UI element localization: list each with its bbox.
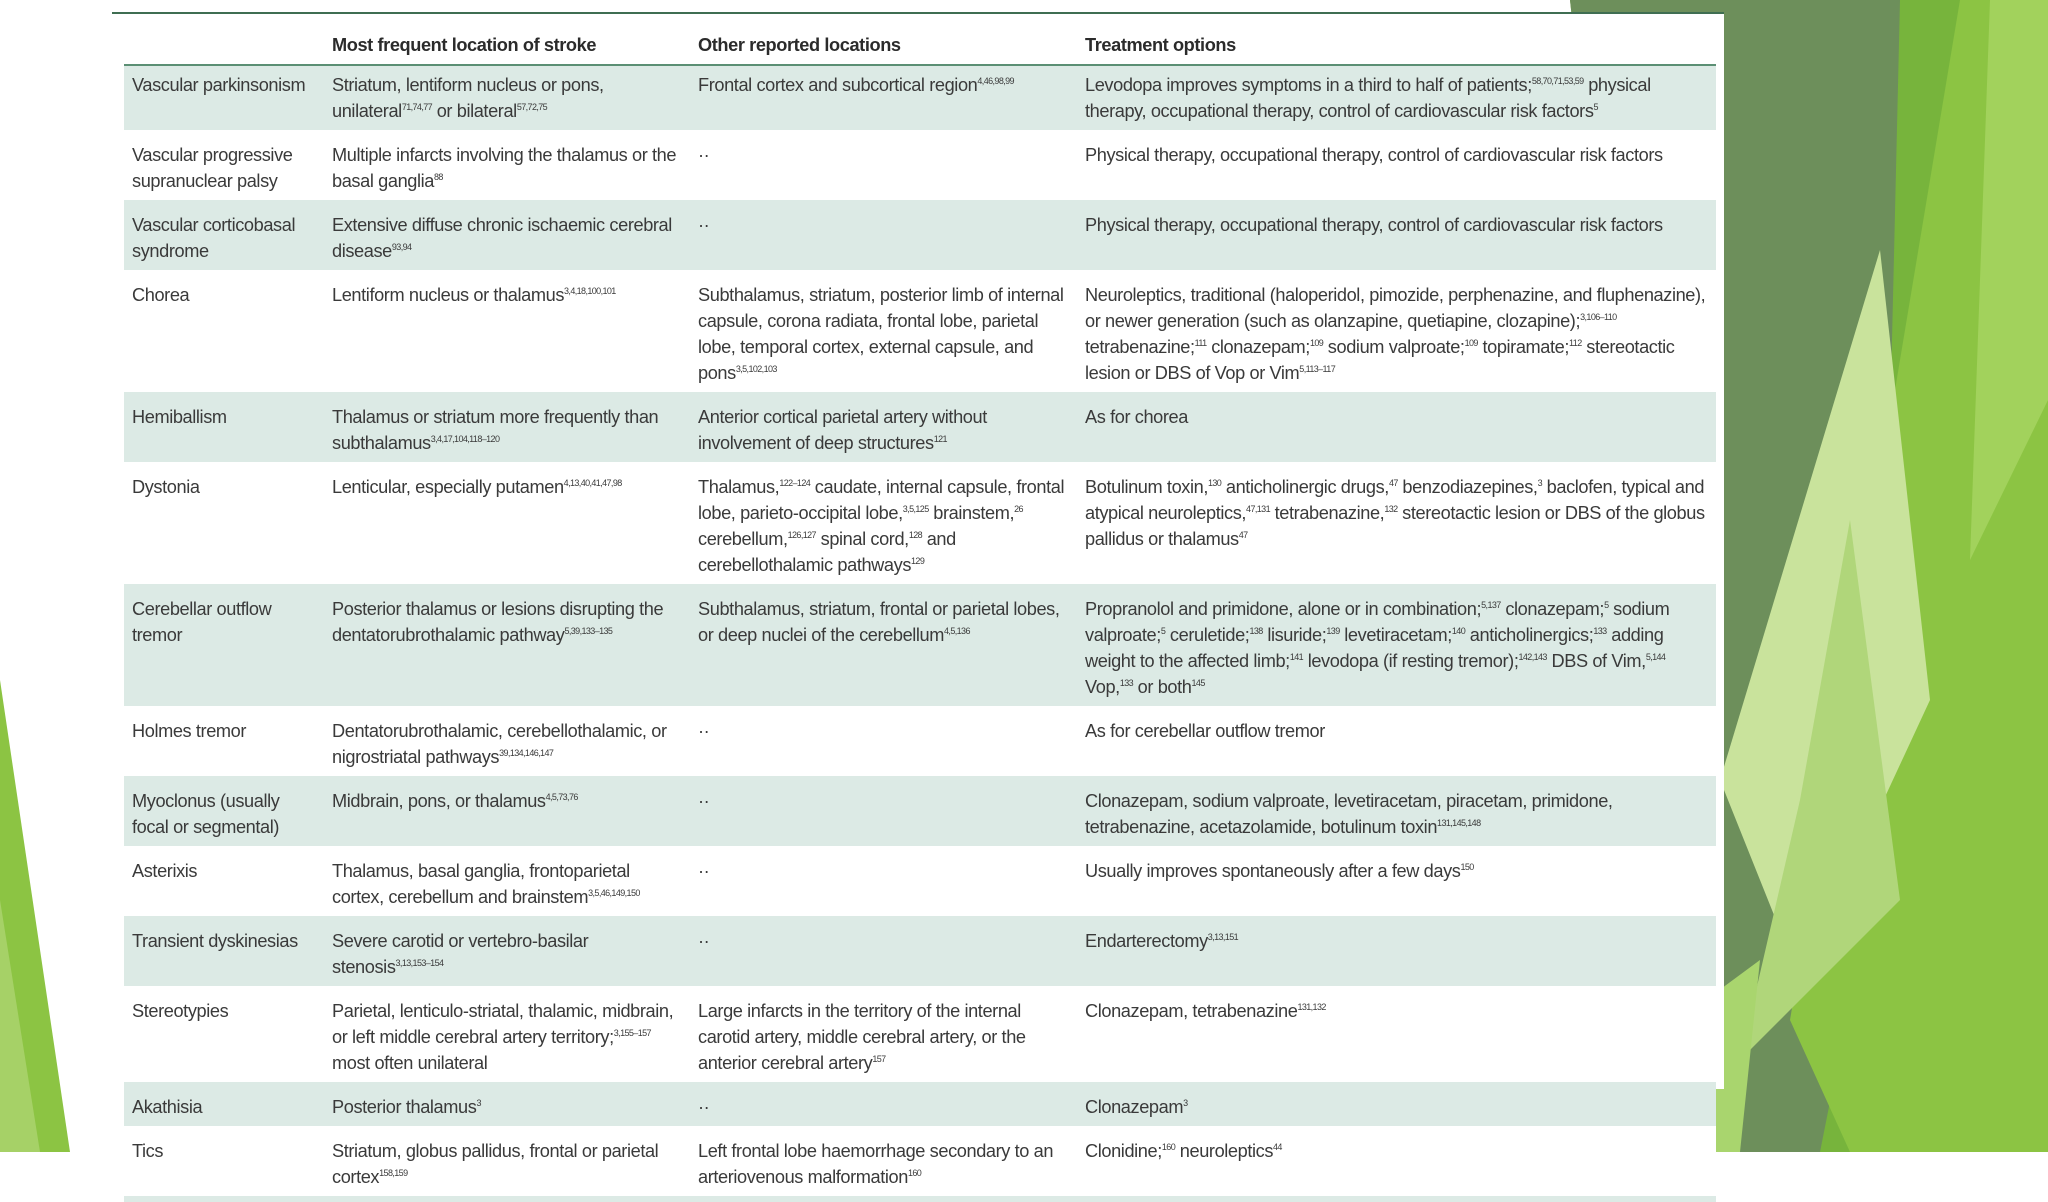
table-cell bbox=[1077, 1132, 1716, 1202]
cell-text: spinal cord, bbox=[815, 529, 909, 549]
citation-superscript: 5,113–117 bbox=[1299, 364, 1336, 374]
cell-text: Striatum, lentiform nucleus or pons, unilateral bbox=[332, 75, 604, 121]
row-label-cell bbox=[124, 276, 324, 398]
cell-text: or bilateral bbox=[432, 101, 517, 121]
citation-superscript: 5,39,133–135 bbox=[564, 626, 613, 636]
cell-text: ·· bbox=[698, 215, 710, 235]
row-label-cell bbox=[124, 398, 324, 468]
citation-superscript: 3,106–110 bbox=[1580, 312, 1617, 322]
cell-text: Clonazepam, sodium valproate, levetiracetam, piracetam, primidone, tetrabenazine, acetazolamide, botulinum toxin bbox=[1085, 791, 1613, 837]
table-cell bbox=[324, 852, 690, 922]
cell-text: neuroleptics bbox=[1175, 1141, 1274, 1161]
citation-superscript: 160 bbox=[907, 1168, 922, 1178]
cell-text: benzodiazepines, bbox=[1397, 477, 1538, 497]
cell-text: Chorea bbox=[132, 285, 190, 305]
citation-superscript: 126,127 bbox=[787, 530, 816, 540]
cell-text: Cerebellar outflow tremor bbox=[132, 599, 272, 645]
cell-text: ·· bbox=[698, 721, 710, 741]
citation-superscript: 109 bbox=[1464, 338, 1478, 348]
stroke-movement-disorders-table bbox=[124, 18, 1716, 1202]
citation-superscript: 145 bbox=[1191, 678, 1205, 688]
cell-text: levodopa (if resting tremor); bbox=[1303, 651, 1519, 671]
table-header-row bbox=[124, 18, 1716, 66]
table-row bbox=[124, 66, 1716, 136]
row-label-cell bbox=[124, 1132, 324, 1202]
cell-text: ·· bbox=[698, 791, 710, 811]
table-cell bbox=[690, 206, 1077, 276]
table-cell bbox=[324, 590, 690, 712]
cell-text: anticholinergics; bbox=[1465, 625, 1594, 645]
cell-text: Thalamus or striatum more frequently than subthalamus bbox=[332, 407, 659, 453]
citation-superscript: 93,94 bbox=[391, 242, 412, 252]
cell-text: adding weight to the affected limb; bbox=[1085, 625, 1664, 671]
cell-text: ·· bbox=[698, 861, 710, 881]
cell-text: Subthalamus, striatum, posterior limb of internal capsule, corona radiata, frontal lobe, parietal lobe, temporal cortex, external capsule, and pons bbox=[698, 285, 1064, 383]
table-cell bbox=[1077, 1088, 1716, 1132]
table-cell bbox=[1077, 136, 1716, 206]
citation-superscript: 131,145,148 bbox=[1437, 818, 1481, 828]
table-cell bbox=[1077, 468, 1716, 590]
citation-superscript: 129 bbox=[911, 556, 925, 566]
cell-text: Neuroleptics, traditional (haloperidol, pimozide, perphenazine, and fluphenazine), or newer generation (such as olanzapine, quetiapine, clozapine); bbox=[1085, 285, 1706, 331]
table-cell bbox=[690, 468, 1077, 590]
cell-text: Lenticular, especially putamen bbox=[332, 477, 564, 497]
cell-text: Striatum, globus pallidus, frontal or parietal cortex bbox=[332, 1141, 659, 1187]
table-cell bbox=[324, 398, 690, 468]
cell-text: physical therapy, occupational therapy, control of cardiovascular risk factors bbox=[1085, 75, 1651, 121]
citation-superscript: 157 bbox=[872, 1054, 886, 1064]
cell-text: Posterior thalamus bbox=[332, 1097, 477, 1117]
cell-text: Asterixis bbox=[132, 861, 198, 881]
table-cell bbox=[324, 66, 690, 136]
header-cell bbox=[124, 18, 324, 66]
citation-superscript: 112 bbox=[1569, 338, 1582, 348]
citation-superscript: 88 bbox=[434, 172, 443, 182]
cell-text: ·· bbox=[698, 931, 710, 951]
row-label-cell bbox=[124, 468, 324, 590]
citation-superscript: 44 bbox=[1273, 1142, 1282, 1152]
citation-superscript: 133 bbox=[1593, 626, 1607, 636]
cell-text: Thalamus, bbox=[698, 477, 780, 497]
row-label-cell bbox=[124, 922, 324, 992]
row-label-cell bbox=[124, 782, 324, 852]
citation-superscript: 5,137 bbox=[1481, 600, 1501, 610]
table-row bbox=[124, 206, 1716, 276]
citation-superscript: 4,13,40,41,47,98 bbox=[563, 478, 622, 488]
cell-text: baclofen, typical and atypical neuroleptics, bbox=[1085, 477, 1705, 523]
table-row bbox=[124, 276, 1716, 398]
table-cell bbox=[1077, 922, 1716, 992]
cell-text: Vascular corticobasal syndrome bbox=[132, 215, 296, 261]
cell-text: Levodopa improves symptoms in a third to half of patients; bbox=[1085, 75, 1532, 95]
row-label-cell bbox=[124, 206, 324, 276]
row-label-cell bbox=[124, 992, 324, 1088]
cell-text: DBS of Vim, bbox=[1546, 651, 1646, 671]
table-row bbox=[124, 782, 1716, 852]
citation-superscript: 3,155–157 bbox=[613, 1028, 651, 1038]
table-cell bbox=[690, 712, 1077, 782]
table-container bbox=[112, 12, 1724, 1187]
cell-text: sodium valproate; bbox=[1085, 599, 1670, 645]
citation-superscript: 3,13,153–154 bbox=[395, 958, 444, 968]
cell-text: Frontal cortex and subcortical region bbox=[698, 75, 978, 95]
table-cell bbox=[690, 398, 1077, 468]
cell-text: Parietal, lenticulo-striatal, thalamic, midbrain, or left middle cerebral artery territory; bbox=[332, 1001, 674, 1047]
citation-superscript: 71,74,77 bbox=[401, 102, 433, 112]
citation-superscript: 26 bbox=[1014, 504, 1023, 514]
cell-text: Usually improves spontaneously after a few days bbox=[1085, 861, 1461, 881]
cell-text: Dystonia bbox=[132, 477, 200, 497]
cell-text: stereotactic lesion or DBS of the globus pallidus or thalamus bbox=[1085, 503, 1705, 549]
row-label-cell bbox=[124, 1088, 324, 1132]
citation-superscript: 3,13,151 bbox=[1207, 932, 1239, 942]
citation-superscript: 139 bbox=[1326, 626, 1340, 636]
cell-text: Holmes tremor bbox=[132, 721, 247, 741]
table-cell bbox=[690, 1088, 1077, 1132]
cell-text: Vascular progressive supranuclear palsy bbox=[132, 145, 293, 191]
table-cell bbox=[1077, 852, 1716, 922]
cell-text: Transient dyskinesias bbox=[132, 931, 298, 951]
table-cell bbox=[690, 276, 1077, 398]
table-cell bbox=[1077, 590, 1716, 712]
cell-text: Left frontal lobe haemorrhage secondary to an arteriovenous malformation bbox=[698, 1141, 1054, 1187]
citation-superscript: 3,5,125 bbox=[902, 504, 929, 514]
cell-text: Lentiform nucleus or thalamus bbox=[332, 285, 565, 305]
cell-text: Myoclonus (usually focal or segmental) bbox=[132, 791, 280, 837]
cell-text: As for chorea bbox=[1085, 407, 1188, 427]
table-cell bbox=[1077, 398, 1716, 468]
citation-superscript: 4,5,136 bbox=[944, 626, 970, 636]
cell-text: As for cerebellar outflow tremor bbox=[1085, 721, 1325, 741]
citation-superscript: 138 bbox=[1249, 626, 1263, 636]
cell-text: Hemiballism bbox=[132, 407, 227, 427]
table-row bbox=[124, 398, 1716, 468]
header-cell: Other reported locations bbox=[690, 18, 1077, 66]
table-cell bbox=[324, 136, 690, 206]
cell-text: Propranolol and primidone, alone or in combination; bbox=[1085, 599, 1482, 619]
cell-text: Botulinum toxin, bbox=[1085, 477, 1208, 497]
cell-text: Dentatorubrothalamic, cerebellothalamic, or nigrostriatal pathways bbox=[332, 721, 667, 767]
cell-text: brainstem, bbox=[928, 503, 1015, 523]
table-row bbox=[124, 468, 1716, 590]
cell-text: Clonazepam, tetrabenazine bbox=[1085, 1001, 1298, 1021]
cell-text: levetiracetam; bbox=[1339, 625, 1452, 645]
citation-superscript: 111 bbox=[1194, 338, 1207, 348]
table-cell bbox=[324, 1132, 690, 1202]
citation-superscript: 128 bbox=[908, 530, 923, 540]
row-label-cell bbox=[124, 136, 324, 206]
table-cell bbox=[324, 1088, 690, 1132]
table-cell bbox=[1077, 66, 1716, 136]
citation-superscript: 140 bbox=[1451, 626, 1466, 636]
header-cell: Treatment options bbox=[1077, 18, 1716, 66]
table-cell bbox=[690, 782, 1077, 852]
citation-superscript: 47 bbox=[1388, 478, 1398, 488]
table-cell bbox=[690, 136, 1077, 206]
citation-superscript: 57,72,75 bbox=[516, 102, 548, 112]
citation-superscript: 47 bbox=[1238, 530, 1248, 540]
table-cell bbox=[690, 992, 1077, 1088]
cell-text: Anterior cortical parietal artery without involvement of deep structures bbox=[698, 407, 987, 453]
citation-superscript: 5 bbox=[1593, 102, 1598, 112]
cell-text: stereotactic lesion or DBS of Vop or Vim bbox=[1085, 337, 1675, 383]
table-row bbox=[124, 590, 1716, 712]
cell-text: Vop, bbox=[1085, 677, 1120, 697]
cell-text: Stereotypies bbox=[132, 1001, 229, 1021]
cell-text: Large infarcts in the territory of the internal carotid artery, middle cerebral artery, or the anterior cerebral artery bbox=[698, 1001, 1026, 1073]
table-cell bbox=[690, 852, 1077, 922]
citation-superscript: 3,5,102,103 bbox=[735, 364, 777, 374]
citation-superscript: 131,132 bbox=[1297, 1002, 1326, 1012]
table-cell bbox=[1077, 712, 1716, 782]
cell-text: Extensive diffuse chronic ischaemic cerebral disease bbox=[332, 215, 672, 261]
cell-text: Posterior thalamus or lesions disrupting the dentatorubrothalamic pathway bbox=[332, 599, 664, 645]
cell-text: anticholinergic drugs, bbox=[1221, 477, 1389, 497]
citation-superscript: 47,131 bbox=[1246, 504, 1270, 514]
citation-superscript: 122–124 bbox=[779, 478, 811, 488]
table-cell bbox=[324, 276, 690, 398]
cell-text: Tics bbox=[132, 1141, 164, 1161]
cell-text: Subthalamus, striatum, frontal or parietal lobes, or deep nuclei of the cerebellum bbox=[698, 599, 1060, 645]
table-row bbox=[124, 1132, 1716, 1202]
table-cell bbox=[690, 66, 1077, 136]
cell-text: ceruletide; bbox=[1165, 625, 1250, 645]
cell-text: Clonazepam bbox=[1085, 1097, 1184, 1117]
row-label-cell bbox=[124, 712, 324, 782]
cell-text: Akathisia bbox=[132, 1097, 203, 1117]
cell-text: or both bbox=[1133, 677, 1192, 697]
cell-text: Midbrain, pons, or thalamus bbox=[332, 791, 546, 811]
table-row bbox=[124, 922, 1716, 992]
table-cell bbox=[324, 992, 690, 1088]
citation-superscript: 133 bbox=[1119, 678, 1134, 688]
cell-text: Physical therapy, occupational therapy, control of cardiovascular risk factors bbox=[1085, 145, 1663, 165]
cell-text: caudate, internal capsule, frontal lobe, parieto-occipital lobe, bbox=[698, 477, 1065, 523]
cell-text: most often unilateral bbox=[332, 1053, 488, 1073]
cell-text: tetrabenazine, bbox=[1269, 503, 1385, 523]
cell-text: lisuride; bbox=[1262, 625, 1327, 645]
citation-superscript: 58,70,71,53,59 bbox=[1531, 76, 1584, 86]
cell-text: tetrabenazine; bbox=[1085, 337, 1195, 357]
citation-superscript: 3 bbox=[1183, 1098, 1188, 1108]
citation-superscript: 142,143 bbox=[1518, 652, 1547, 662]
table-cell bbox=[324, 782, 690, 852]
table-cell bbox=[1077, 276, 1716, 398]
table-cell bbox=[690, 590, 1077, 712]
table-cell bbox=[1077, 782, 1716, 852]
cell-text: Vascular parkinsonism bbox=[132, 75, 306, 95]
citation-superscript: 132 bbox=[1384, 504, 1398, 514]
cell-text: sodium valproate; bbox=[1323, 337, 1465, 357]
citation-superscript: 141 bbox=[1289, 652, 1304, 662]
table-cell bbox=[690, 1132, 1077, 1202]
cell-text: clonazepam; bbox=[1206, 337, 1310, 357]
table-cell bbox=[324, 468, 690, 590]
cell-text: Thalamus, basal ganglia, frontoparietal cortex, cerebellum and brainstem bbox=[332, 861, 630, 907]
citation-superscript: 5 bbox=[1604, 600, 1609, 610]
cell-text: Severe carotid or vertebro-basilar stenosis bbox=[332, 931, 589, 977]
citation-superscript: 3 bbox=[1537, 478, 1542, 488]
cell-text: clonazepam; bbox=[1500, 599, 1605, 619]
row-label-cell bbox=[124, 66, 324, 136]
citation-superscript: 121 bbox=[933, 434, 947, 444]
table-cell bbox=[1077, 206, 1716, 276]
citation-superscript: 5 bbox=[1160, 626, 1166, 636]
citation-superscript: 3,5,46,149,150 bbox=[588, 888, 640, 898]
table-row bbox=[124, 852, 1716, 922]
cell-text: Physical therapy, occupational therapy, control of cardiovascular risk factors bbox=[1085, 215, 1663, 235]
citation-superscript: 160 bbox=[1161, 1142, 1176, 1152]
citation-superscript: 4,46,98,99 bbox=[977, 76, 1014, 86]
citation-superscript: 150 bbox=[1460, 862, 1474, 872]
citation-superscript: 3 bbox=[476, 1098, 481, 1108]
table-cell bbox=[1077, 992, 1716, 1088]
cell-text: Endarterectomy bbox=[1085, 931, 1208, 951]
row-label-cell bbox=[124, 590, 324, 712]
table-cell bbox=[324, 206, 690, 276]
citation-superscript: 4,5,73,76 bbox=[545, 792, 578, 802]
citation-superscript: 158,159 bbox=[379, 1168, 408, 1178]
cell-text: Clonidine; bbox=[1085, 1141, 1162, 1161]
cell-text: and cerebellothalamic pathways bbox=[698, 529, 956, 575]
citation-superscript: 5,144 bbox=[1645, 652, 1666, 662]
table-cell bbox=[324, 712, 690, 782]
table-row bbox=[124, 992, 1716, 1088]
table-row bbox=[124, 1088, 1716, 1132]
table-cell bbox=[324, 922, 690, 992]
table-row bbox=[124, 136, 1716, 206]
citation-superscript: 3,4,18,100,101 bbox=[564, 286, 616, 296]
cell-text: ·· bbox=[698, 1097, 710, 1117]
citation-superscript: 39,134,146,147 bbox=[499, 748, 554, 758]
citation-superscript: 109 bbox=[1309, 338, 1324, 348]
cell-text: topiramate; bbox=[1477, 337, 1570, 357]
cell-text: ·· bbox=[698, 145, 710, 165]
citation-superscript: 130 bbox=[1208, 478, 1222, 488]
table-cell bbox=[690, 922, 1077, 992]
cell-text: cerebellum, bbox=[698, 529, 788, 549]
cell-text: Multiple infarcts involving the thalamus or the basal ganglia bbox=[332, 145, 677, 191]
citation-superscript: 3,4,17,104,118–120 bbox=[430, 434, 500, 444]
row-label-cell bbox=[124, 852, 324, 922]
table-row bbox=[124, 712, 1716, 782]
header-cell: Most frequent location of stroke bbox=[324, 18, 690, 66]
